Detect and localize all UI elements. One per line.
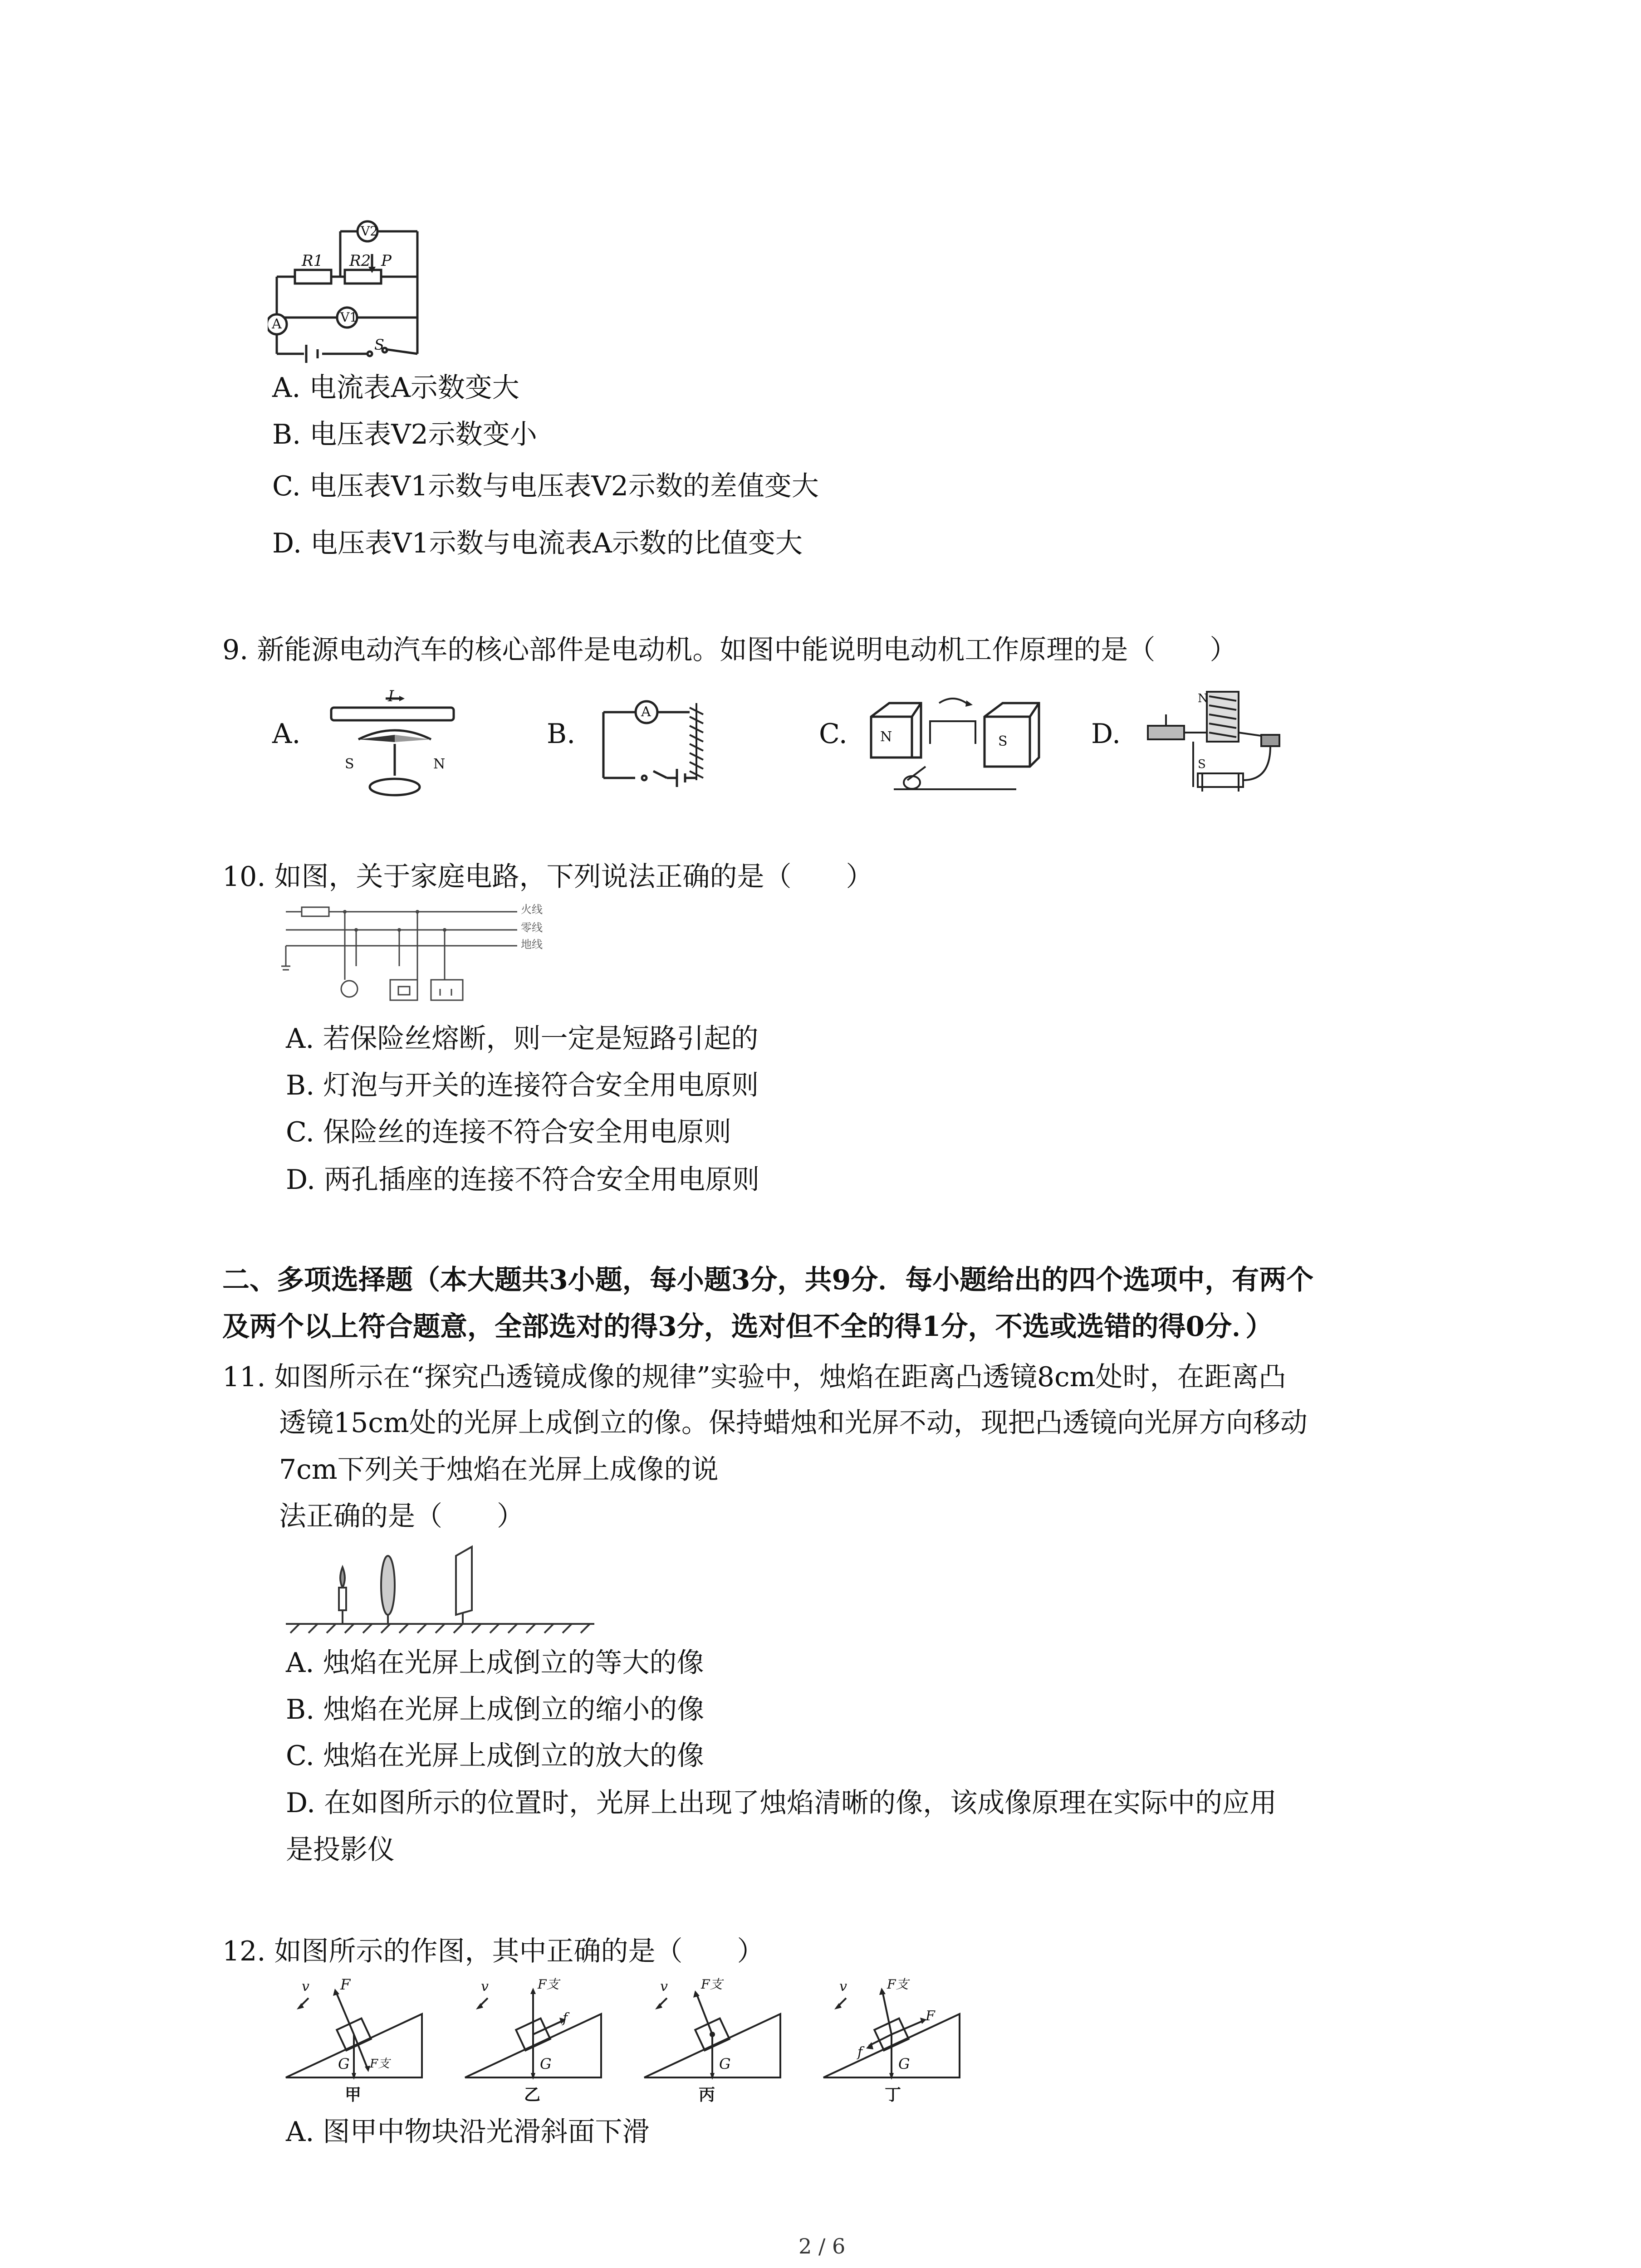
q11-option-c: C. 烛焰在光屏上成倒立的放大的像 — [286, 1740, 704, 1772]
q8-label-v1: V1 — [340, 310, 358, 325]
q8-option-c: C. 电压表V1示数与电压表V2示数的差值变大 — [272, 470, 819, 502]
q10-option-c: C. 保险丝的连接不符合安全用电原则 — [286, 1116, 731, 1148]
section2-heading-line2: 及两个以上符合题意，全部选对的得3分，选对但不全的得1分，不选或选错的得0分．） — [222, 1311, 1273, 1343]
q11-option-d-cont: 是投影仪 — [286, 1834, 395, 1866]
q11-stem-line2: 透镜15cm处的光屏上成倒立的像。保持蜡烛和光屏不动，现把凸透镜向光屏方向移动 — [279, 1407, 1308, 1439]
q10-wire-live: 火线 — [521, 903, 543, 916]
q9-fig-a — [327, 689, 463, 803]
q8-label-p: P — [381, 252, 392, 270]
q12-ding-caption: 丁 — [885, 2085, 901, 2104]
q10-option-d: D. 两孔插座的连接不符合安全用电原则 — [286, 1164, 760, 1196]
q12-jia-extra: F支 — [370, 2057, 390, 2071]
q9-fig-a-n: N — [433, 756, 446, 772]
q8-option-b: B. 电压表V2示数变小 — [272, 419, 537, 450]
section2-heading-line1: 二、多项选择题（本大题共3小题，每小题3分，共9分．每小题给出的四个选项中，有两个 — [222, 1264, 1314, 1296]
q9-stem: 9. 新能源电动汽车的核心部件是电动机。如图中能说明电动机工作原理的是（ ） — [222, 634, 1237, 666]
q8-label-a: A — [272, 316, 282, 332]
q8-label-v2: V2 — [361, 224, 378, 239]
q12-yi-v: v — [481, 1979, 489, 1994]
q12-jia-caption: 甲 — [345, 2085, 362, 2104]
q8-label-r1: R1 — [302, 252, 323, 270]
q12-yi-caption: 乙 — [524, 2085, 541, 2104]
q9-label-d: D. — [1091, 718, 1121, 750]
q9-fig-a-current: I — [388, 687, 394, 705]
q8-option-d: D. 电压表V1示数与电流表A示数的比值变大 — [272, 528, 803, 559]
q12-bing-v: v — [660, 1979, 668, 1994]
q11-stem-line3: 7cm下列关于烛焰在光屏上成像的说 — [279, 1454, 719, 1486]
q12-fig-ding — [819, 1978, 973, 2114]
q12-stem: 12. 如图所示的作图，其中正确的是（ ） — [222, 1936, 764, 1967]
q12-ding-f: F支 — [887, 1977, 909, 1992]
q8-option-a: A. 电流表A示数变大 — [272, 372, 519, 404]
q12-ding-extra2: f — [857, 2044, 863, 2060]
q11-optics-figure — [281, 1542, 599, 1647]
q10-option-a: A. 若保险丝熔断，则一定是短路引起的 — [286, 1023, 759, 1055]
q9-fig-d — [1139, 683, 1288, 805]
q11-stem-line4: 法正确的是（ ） — [279, 1501, 524, 1532]
q12-ding-g: G — [898, 2055, 910, 2072]
q9-fig-c — [862, 689, 1053, 807]
q12-fig-jia — [281, 1978, 436, 2114]
q9-fig-a-s: S — [345, 756, 354, 772]
q9-fig-b-a: A — [641, 704, 651, 720]
q9-label-b: B. — [547, 718, 576, 750]
q12-jia-f: F — [340, 1976, 351, 1993]
q8-label-s: S — [374, 336, 384, 353]
q12-jia-v: v — [302, 1979, 309, 1994]
q9-fig-d-s: S — [1198, 758, 1206, 771]
q9-fig-c-n: N — [880, 729, 892, 745]
q11-option-d: D. 在如图所示的位置时，光屏上出现了烛焰清晰的像，该成像原理在实际中的应用 — [286, 1787, 1277, 1819]
q10-circuit-figure — [281, 903, 576, 1007]
q12-yi-g: G — [540, 2055, 552, 2072]
page-number: 2 / 6 — [798, 2234, 846, 2258]
q12-ding-extra: F — [926, 2008, 935, 2024]
q12-bing-g: G — [719, 2055, 731, 2072]
q8-circuit-figure — [268, 218, 431, 363]
q12-ding-v: v — [839, 1979, 847, 1994]
q9-label-c: C. — [819, 718, 847, 750]
q12-bing-f: F支 — [701, 1977, 723, 1992]
q10-wire-ground: 地线 — [521, 938, 543, 951]
q9-label-a: A. — [272, 718, 301, 750]
q10-wire-neutral: 零线 — [521, 921, 543, 934]
q10-option-b: B. 灯泡与开关的连接符合安全用电原则 — [286, 1070, 759, 1101]
q12-fig-yi — [460, 1978, 615, 2114]
q11-stem-line1: 11. 如图所示在“探究凸透镜成像的规律”实验中，烛焰在距离凸透镜8cm处时，在距离凸 — [222, 1361, 1286, 1393]
q12-jia-g: G — [338, 2055, 350, 2072]
q12-bing-caption: 丙 — [699, 2085, 715, 2104]
q12-yi-extra: f — [563, 2010, 568, 2026]
q9-fig-d-n: N — [1198, 692, 1208, 705]
q9-fig-c-s: S — [998, 733, 1008, 749]
q11-option-a: A. 烛焰在光屏上成倒立的等大的像 — [286, 1647, 704, 1679]
q12-yi-f: F支 — [538, 1977, 559, 1992]
q8-label-r2: R2 — [349, 252, 371, 270]
q11-option-b: B. 烛焰在光屏上成倒立的缩小的像 — [286, 1694, 705, 1725]
q9-fig-b — [599, 694, 735, 794]
q10-stem: 10. 如图，关于家庭电路，下列说法正确的是（ ） — [222, 861, 873, 893]
q12-fig-bing — [640, 1978, 794, 2114]
q12-option-a: A. 图甲中物块沿光滑斜面下滑 — [286, 2116, 650, 2148]
